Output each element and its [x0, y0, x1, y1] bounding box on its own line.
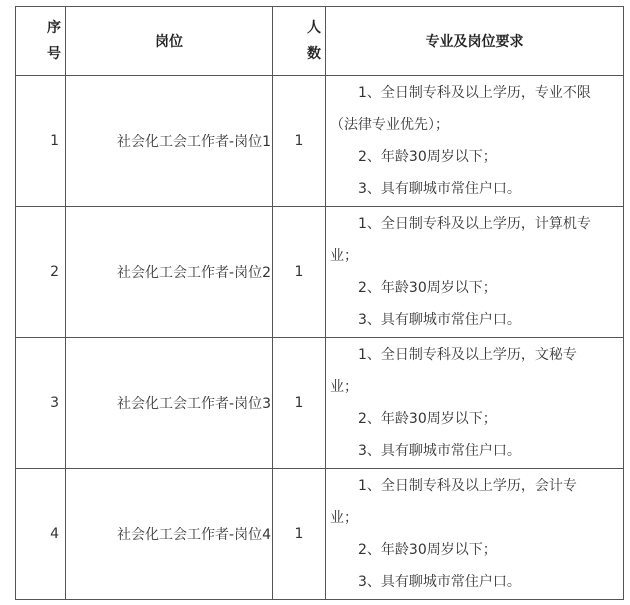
row-count: 1 — [273, 469, 326, 600]
table-row — [16, 207, 624, 338]
header-seq — [16, 7, 66, 76]
row-requirements — [326, 469, 624, 600]
row-post: 社会化工会工作者-岗位2 — [66, 207, 273, 338]
header-count-line1: 人 — [307, 20, 321, 36]
table-row — [16, 76, 624, 207]
requirement-education: 1、全日制专科及以上学历，会计专 — [358, 478, 577, 494]
row-requirements — [326, 338, 624, 469]
header-seq-line2: 号 — [47, 46, 61, 62]
requirement-age: 2、年龄30周岁以下； — [358, 411, 497, 427]
requirement-education: 1、全日制专科及以上学历，专业不限 — [358, 85, 591, 101]
requirement-age: 2、年龄30周岁以下； — [358, 542, 497, 558]
row-post: 社会化工会工作者-岗位3 — [66, 338, 273, 469]
table-row — [16, 338, 624, 469]
row-post: 社会化工会工作者-岗位1 — [66, 76, 273, 207]
requirement-residence: 3、具有聊城市常住户口。 — [358, 181, 521, 197]
row-requirements — [326, 207, 624, 338]
row-count: 1 — [273, 207, 326, 338]
row-seq: 2 — [16, 207, 66, 338]
requirement-education-cont: 业； — [330, 379, 358, 395]
table-row — [16, 469, 624, 600]
requirement-residence: 3、具有聊城市常住户口。 — [358, 443, 521, 459]
header-seq-line1: 序 — [47, 20, 61, 36]
job-requirements-table — [15, 6, 624, 600]
row-requirements — [326, 76, 624, 207]
header-count — [273, 7, 326, 76]
requirement-education-cont: 业； — [330, 248, 358, 264]
row-seq: 3 — [16, 338, 66, 469]
requirement-education: 1、全日制专科及以上学历，计算机专 — [358, 216, 591, 232]
requirement-age: 2、年龄30周岁以下； — [358, 280, 497, 296]
requirement-education-cont: （法律专业优先）； — [330, 117, 449, 133]
header-count-line2: 数 — [307, 46, 321, 62]
header-post: 岗位 — [66, 7, 273, 76]
row-count: 1 — [273, 338, 326, 469]
row-seq: 4 — [16, 469, 66, 600]
row-count: 1 — [273, 76, 326, 207]
requirement-education-cont: 业； — [330, 510, 358, 526]
requirement-residence: 3、具有聊城市常住户口。 — [358, 312, 521, 328]
requirement-age: 2、年龄30周岁以下； — [358, 149, 497, 165]
row-seq: 1 — [16, 76, 66, 207]
table-header-row — [16, 7, 624, 76]
requirement-residence: 3、具有聊城市常住户口。 — [358, 574, 521, 590]
requirement-education: 1、全日制专科及以上学历，文秘专 — [358, 347, 577, 363]
job-table-container — [15, 6, 623, 602]
row-post: 社会化工会工作者-岗位4 — [66, 469, 273, 600]
header-requirements: 专业及岗位要求 — [326, 7, 624, 76]
